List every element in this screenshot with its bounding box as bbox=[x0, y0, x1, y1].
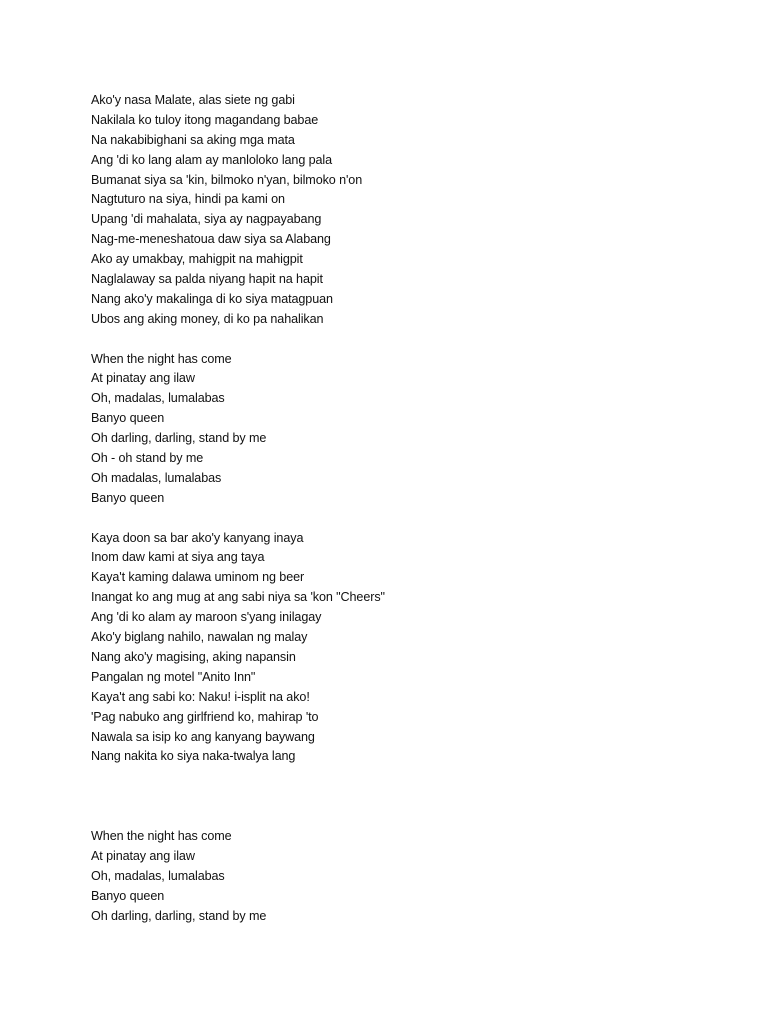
lyric-line: Nawala sa isip ko ang kanyang baywang bbox=[91, 729, 315, 744]
lyric-line: Ako ay umakbay, mahigpit na mahigpit bbox=[91, 252, 303, 267]
lyric-line: Nakilala ko tuloy itong magandang babae bbox=[91, 112, 319, 127]
lyric-line: Naglalaway sa palda niyang hapit na hapit bbox=[91, 272, 323, 287]
lyric-line: Inangat ko ang mug at ang sabi niya sa 'kon "Cheers" bbox=[91, 590, 385, 605]
lyric-line: Ang 'di ko alam ay maroon s'yang inilagay bbox=[91, 610, 322, 625]
lyric-line: Upang 'di mahalata, siya ay nagpayabang bbox=[91, 212, 322, 227]
lyric-line: Oh - oh stand by me bbox=[91, 451, 204, 466]
lyric-line: Bumanat siya sa 'kin, bilmoko n'yan, bilmoko n'on bbox=[91, 172, 363, 187]
lyric-line: Nagtuturo na siya, hindi pa kami on bbox=[91, 192, 285, 207]
lyric-line: Ubos ang aking money, di ko pa nahalikan bbox=[91, 311, 324, 326]
lyric-line: Oh darling, darling, stand by me bbox=[91, 908, 267, 923]
lyric-line: Kaya't kaming dalawa uminom ng beer bbox=[91, 570, 305, 585]
lyric-line: When the night has come bbox=[91, 828, 232, 843]
lyric-line: Inom daw kami at siya ang taya bbox=[91, 550, 265, 565]
lyric-line: Nang nakita ko siya naka-twalya lang bbox=[91, 749, 296, 764]
lyric-line: Banyo queen bbox=[91, 888, 165, 903]
lyric-line: At pinatay ang ilaw bbox=[91, 848, 195, 863]
lyric-line: Na nakabibighani sa aking mga mata bbox=[91, 132, 295, 147]
lyric-line: Banyo queen bbox=[91, 411, 165, 426]
lyric-line: Kaya't ang sabi ko: Naku! i-isplit na ako! bbox=[91, 689, 310, 704]
lyric-line: Oh, madalas, lumalabas bbox=[91, 868, 225, 883]
lyric-line: Ako'y nasa Malate, alas siete ng gabi bbox=[91, 93, 295, 107]
lyric-line: Banyo queen bbox=[91, 490, 165, 505]
lyric-line: Kaya doon sa bar ako'y kanyang inaya bbox=[91, 530, 304, 545]
lyric-line: Pangalan ng motel "Anito Inn" bbox=[91, 669, 256, 684]
stanza-chorus-1 bbox=[91, 350, 711, 509]
lyric-line: Nang ako'y magising, aking napansin bbox=[91, 649, 296, 664]
lyric-line: 'Pag nabuko ang girlfriend ko, mahirap 'to bbox=[91, 709, 319, 724]
lyric-line: Oh madalas, lumalabas bbox=[91, 470, 222, 485]
stanza-verse-1 bbox=[91, 91, 711, 330]
stanza-verse-2 bbox=[91, 529, 711, 768]
lyric-line: Oh, madalas, lumalabas bbox=[91, 391, 225, 406]
lyric-line: Nag-me-meneshatoua daw siya sa Alabang bbox=[91, 232, 331, 247]
lyric-line: Nang ako'y makalinga di ko siya matagpuan bbox=[91, 291, 333, 306]
lyric-line: At pinatay ang ilaw bbox=[91, 371, 195, 386]
lyric-line: Oh darling, darling, stand by me bbox=[91, 431, 267, 446]
stanza-chorus-2 bbox=[91, 827, 711, 926]
lyric-line: Ako'y biglang nahilo, nawalan ng malay bbox=[91, 630, 308, 645]
lyric-line: Ang 'di ko lang alam ay manloloko lang pala bbox=[91, 152, 333, 167]
lyrics-body bbox=[91, 91, 711, 926]
lyric-line: When the night has come bbox=[91, 351, 232, 366]
